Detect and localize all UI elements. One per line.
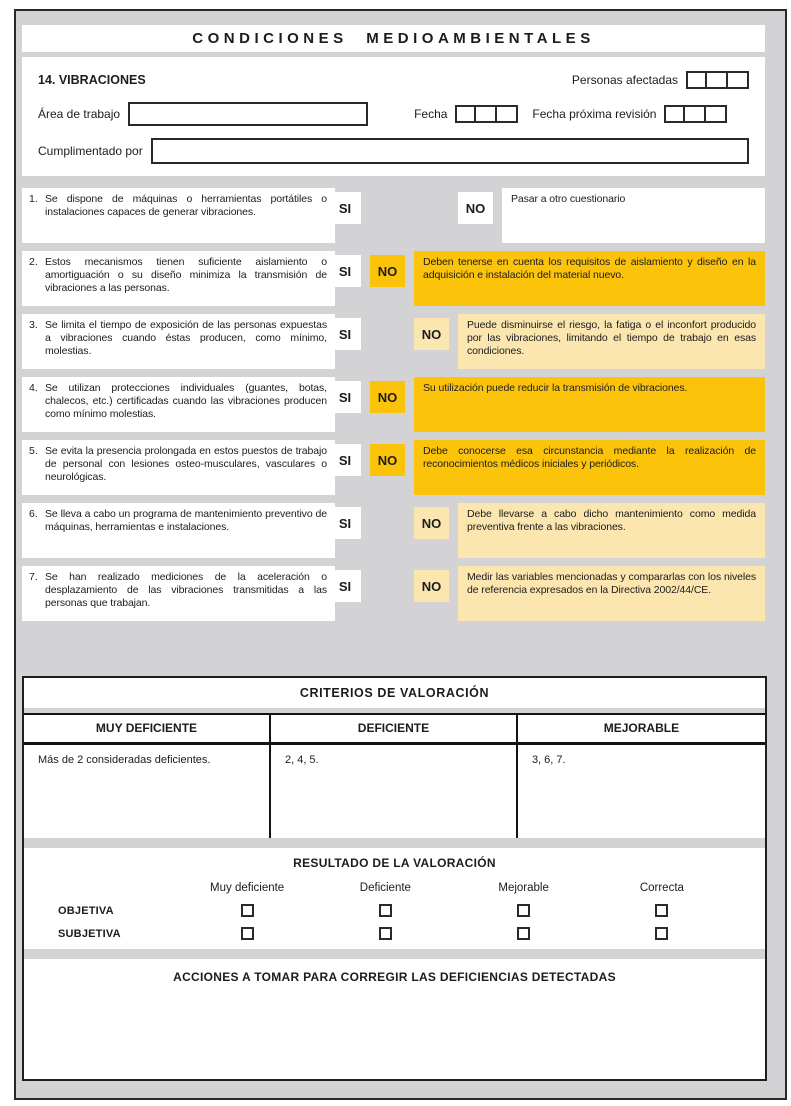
form-title-bar bbox=[22, 25, 765, 52]
acciones-section[interactable] bbox=[24, 959, 765, 1079]
personas-afectadas-cell-1[interactable] bbox=[686, 71, 707, 89]
question-number: 6. bbox=[29, 508, 38, 520]
question-text-box bbox=[22, 503, 335, 558]
personas-afectadas-cell-3[interactable] bbox=[728, 71, 749, 89]
form-sheet bbox=[14, 9, 787, 1100]
resultado-col-deficiente: Deficiente bbox=[359, 881, 411, 894]
objetiva-muy-deficiente-checkbox[interactable] bbox=[241, 904, 254, 917]
question-text-box bbox=[22, 188, 335, 243]
question-text: Se han realizado mediciones de la aceleración o desplazamiento de las vibraciones transmitidas a las personas que trabajan. bbox=[45, 571, 327, 610]
q6-remark: Debe llevarse a cabo dicho mantenimiento como medida preventiva frente a las vibraciones. bbox=[458, 503, 765, 558]
criterios-col-mejorable: MEJORABLE bbox=[603, 721, 680, 735]
fecha-proxima-cells bbox=[664, 105, 727, 123]
fecha-cells bbox=[455, 105, 518, 123]
question-text: Se dispone de máquinas o herramientas portátiles o instalaciones capaces de generar vibraciones. bbox=[45, 193, 327, 219]
q2-no-option[interactable]: NO bbox=[370, 255, 405, 287]
acciones-title: ACCIONES A TOMAR PARA CORREGIR LAS DEFICIENCIAS DETECTADAS bbox=[173, 970, 616, 984]
area-trabajo-input[interactable] bbox=[128, 102, 368, 126]
question-text: Estos mecanismos tienen suficiente aislamiento o amortiguación o su diseño minimiza la transmisión de vibraciones a las personas. bbox=[45, 256, 327, 295]
cumplimentado-input[interactable] bbox=[151, 138, 749, 164]
resultado-section bbox=[24, 848, 765, 949]
q5-remark: Debe conocerse esa circunstancia mediante la realización de reconocimientos médicos iniciales y periódicos. bbox=[414, 440, 765, 495]
q1-no-option[interactable]: NO bbox=[458, 192, 493, 224]
q7-no-option[interactable]: NO bbox=[414, 570, 449, 602]
question-number: 2. bbox=[29, 256, 38, 268]
question-text-box bbox=[22, 314, 335, 369]
q3-remark: Puede disminuirse el riesgo, la fatiga o el inconfort producido por las vibraciones, limitando el tiempo de trabajo en esas condiciones. bbox=[458, 314, 765, 369]
question-row-1 bbox=[22, 188, 785, 243]
criterios-table bbox=[24, 713, 765, 838]
subjetiva-correcta-checkbox[interactable] bbox=[655, 927, 668, 940]
resultado-col-correcta: Correcta bbox=[639, 881, 684, 894]
q7-remark: Medir las variables mencionadas y compararlas con los niveles de referencia expresados en la Directiva 2002/44/CE. bbox=[458, 566, 765, 621]
criterios-title: CRITERIOS DE VALORACIÓN bbox=[299, 686, 490, 700]
fecha-proxima-label: Fecha próxima revisión bbox=[532, 107, 657, 121]
question-row-2 bbox=[22, 251, 785, 306]
question-number: 7. bbox=[29, 571, 38, 583]
subjetiva-label: SUBJETIVA bbox=[58, 927, 121, 940]
question-text-box bbox=[22, 440, 335, 495]
personas-afectadas-cells bbox=[686, 71, 749, 89]
q4-si-option[interactable]: SI bbox=[329, 381, 361, 413]
q3-no-option[interactable]: NO bbox=[414, 318, 449, 350]
subjetiva-deficiente-checkbox[interactable] bbox=[379, 927, 392, 940]
question-row-4 bbox=[22, 377, 785, 432]
q2-remark: Deben tenerse en cuenta los requisitos de aislamiento y diseño en la adquisición e instalación del material nuevo. bbox=[414, 251, 765, 306]
question-row-6 bbox=[22, 503, 785, 558]
subjetiva-mejorable-checkbox[interactable] bbox=[517, 927, 530, 940]
q7-si-option[interactable]: SI bbox=[329, 570, 361, 602]
q1-si-option[interactable]: SI bbox=[329, 192, 361, 224]
objetiva-correcta-checkbox[interactable] bbox=[655, 904, 668, 917]
q4-no-option[interactable]: NO bbox=[370, 381, 405, 413]
question-text: Se utilizan protecciones individuales (guantes, botas, chalecos, etc.) certificadas cuando las vibraciones producen como mínimo molestias. bbox=[45, 382, 327, 421]
question-text: Se evita la presencia prolongada en estos puestos de trabajo de personal con lesiones osteo-musculares, vasculares o neurológicas. bbox=[45, 445, 327, 484]
question-number: 4. bbox=[29, 382, 38, 394]
fecha-label: Fecha bbox=[414, 107, 448, 121]
fecha-proxima-cell-1[interactable] bbox=[664, 105, 685, 123]
objetiva-deficiente-checkbox[interactable] bbox=[379, 904, 392, 917]
question-text-box bbox=[22, 566, 335, 621]
question-text-box bbox=[22, 251, 335, 306]
fecha-cell-1[interactable] bbox=[455, 105, 476, 123]
resultado-col-mejorable: Mejorable bbox=[498, 881, 549, 894]
cumplimentado-label: Cumplimentado por bbox=[38, 144, 143, 158]
resultado-row-objetiva bbox=[58, 899, 731, 922]
criterios-col-deficiente: DEFICIENTE bbox=[271, 715, 518, 742]
questions-list bbox=[16, 188, 785, 621]
q6-no-option[interactable]: NO bbox=[414, 507, 449, 539]
q5-si-option[interactable]: SI bbox=[329, 444, 361, 476]
fecha-cell-3[interactable] bbox=[497, 105, 518, 123]
resultado-col-muy-deficiente: Muy deficiente bbox=[210, 881, 285, 894]
valoracion-box bbox=[22, 676, 767, 1081]
personas-afectadas-label: Personas afectadas bbox=[571, 73, 678, 87]
q4-remark: Su utilización puede reducir la transmisión de vibraciones. bbox=[414, 377, 765, 432]
q5-no-option[interactable]: NO bbox=[370, 444, 405, 476]
criterios-col-muy-deficiente: MUY DEFICIENTE bbox=[24, 715, 271, 742]
question-text-box bbox=[22, 377, 335, 432]
question-number: 5. bbox=[29, 445, 38, 457]
fecha-proxima-cell-2[interactable] bbox=[685, 105, 706, 123]
criterios-value-mejorable: 3, 6, 7. bbox=[531, 754, 566, 766]
question-text: Se limita el tiempo de exposición de las personas expuestas a vibraciones cuando éstas producen, como mínimo, molestias. bbox=[45, 319, 327, 358]
subjetiva-muy-deficiente-checkbox[interactable] bbox=[241, 927, 254, 940]
fecha-proxima-cell-3[interactable] bbox=[706, 105, 727, 123]
personas-afectadas-cell-2[interactable] bbox=[707, 71, 728, 89]
q6-si-option[interactable]: SI bbox=[329, 507, 361, 539]
fecha-cell-2[interactable] bbox=[476, 105, 497, 123]
resultado-title: RESULTADO DE LA VALORACIÓN bbox=[293, 856, 496, 870]
question-text: Se lleva a cabo un programa de mantenimiento preventivo de máquinas, herramientas e instalaciones. bbox=[45, 508, 327, 534]
divider bbox=[24, 949, 765, 959]
question-row-7 bbox=[22, 566, 785, 621]
criterios-value-muy-deficiente: Más de 2 consideradas deficientes. bbox=[24, 745, 271, 838]
resultado-row-subjetiva bbox=[58, 922, 731, 945]
form-header-box bbox=[22, 57, 765, 176]
objetiva-mejorable-checkbox[interactable] bbox=[517, 904, 530, 917]
q2-si-option[interactable]: SI bbox=[329, 255, 361, 287]
area-trabajo-label: Área de trabajo bbox=[38, 107, 121, 121]
question-number: 1. bbox=[29, 193, 38, 205]
q1-remark: Pasar a otro cuestionario bbox=[502, 188, 765, 243]
question-row-3 bbox=[22, 314, 785, 369]
section-title: 14. VIBRACIONES bbox=[38, 73, 146, 87]
q3-si-option[interactable]: SI bbox=[329, 318, 361, 350]
divider bbox=[24, 838, 765, 848]
question-row-5 bbox=[22, 440, 785, 495]
page-title: CONDICIONES MEDIOAMBIENTALES bbox=[192, 30, 595, 47]
question-number: 3. bbox=[29, 319, 38, 331]
criterios-value-deficiente: 2, 4, 5. bbox=[271, 745, 518, 838]
resultado-header-row bbox=[58, 876, 731, 899]
objetiva-label: OBJETIVA bbox=[58, 904, 114, 917]
